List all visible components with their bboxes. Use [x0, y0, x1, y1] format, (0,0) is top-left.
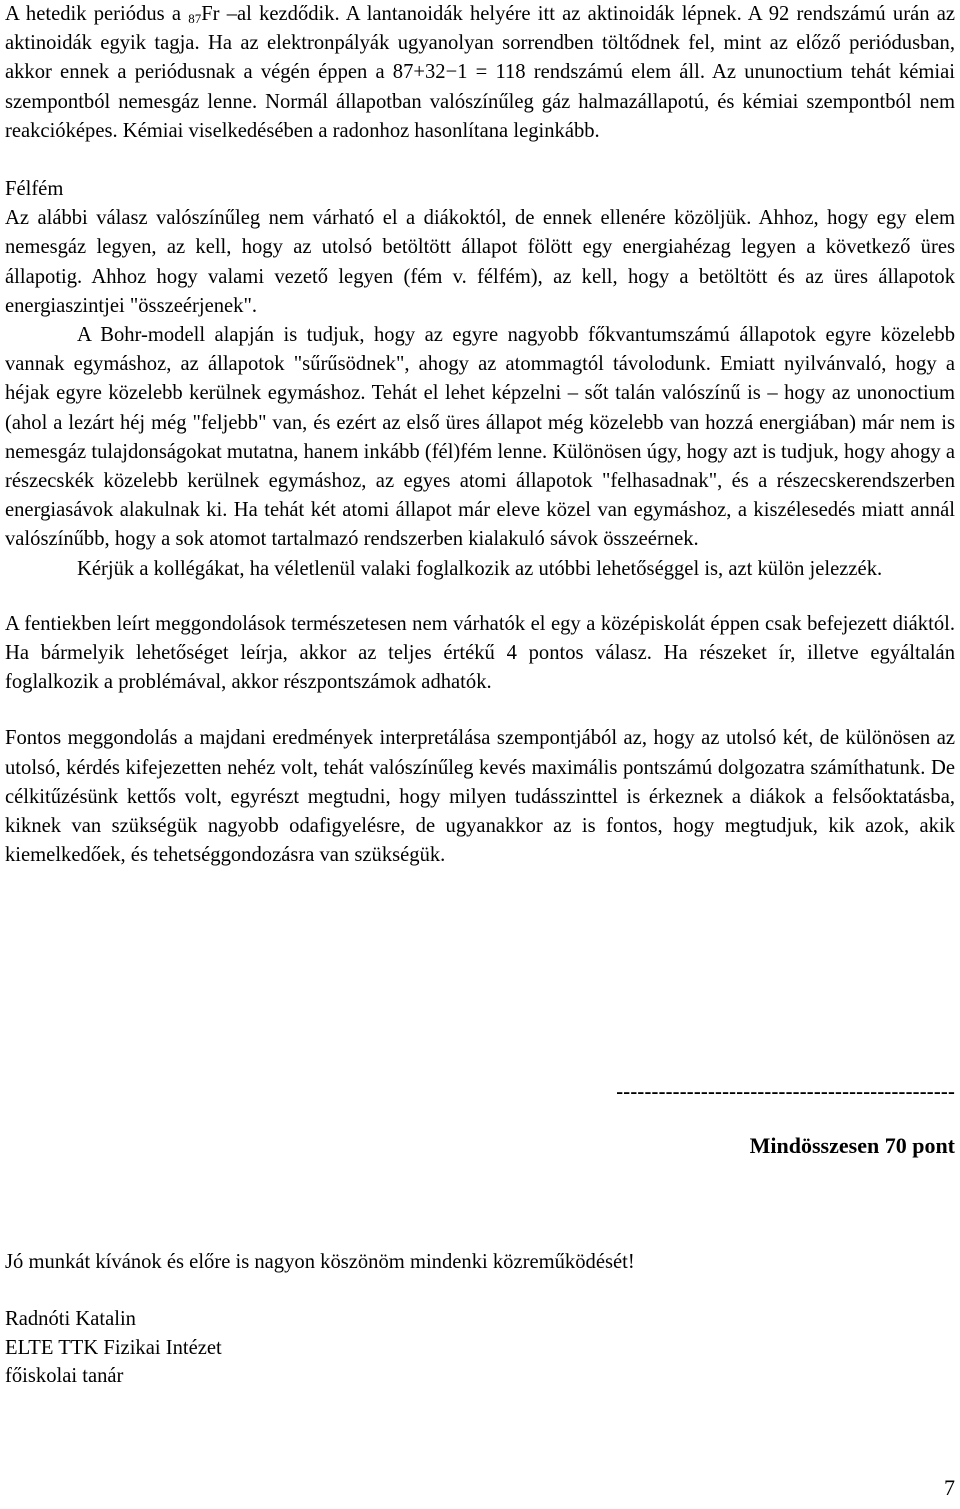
signature-title: főiskolai tanár [5, 1365, 124, 1388]
paragraph-text: A hetedik periódus a [5, 3, 189, 25]
paragraph-scoring: A fentiekben leírt meggondolások természetesen nem várhatók el egy a középiskolát éppen csak befejezett diáktól. Ha bármelyik lehetőséget leírja, akkor az teljes értékű 4 pontos válasz. Ha részeket ír, illetve egyáltalán foglalkozik a problémával, akkor részpontszámok adhatók. [5, 612, 955, 694]
separator-dashes: ------------------------------------------------ [616, 1081, 955, 1103]
document-body [5, 0, 955, 870]
signature-block [5, 1305, 222, 1391]
signature-name: Radnóti Katalin [5, 1308, 136, 1330]
subscript-mass-number: 87 [188, 11, 202, 26]
signature-institution: ELTE TTK Fizikai Intézet [5, 1336, 222, 1359]
page-number: 7 [944, 1475, 955, 1500]
heading-felfem: Félfém [5, 178, 64, 201]
paragraph-felfem-intro: Az alábbi válasz valószínűleg nem várható el a diákoktól, de ennek ellenére közöljük. Ahhoz, hogy egy elem nemesgáz legyen, az kell, hogy az utolsó betöltött állapot fölött egy energiahézag legyen a következő üres állapotig. Ahhoz hogy valami vezető legyen (fém v. félfém), az kell, hogy a betöltött és az üres állapotok energiaszintjei "összeérjenek". [5, 207, 955, 317]
paragraph-seventh-period [5, 0, 955, 146]
closing-line: Jó munkát kívánok és előre is nagyon köszönöm mindenki közreműködését! [5, 1251, 635, 1273]
paragraph-text: Fr –al kezdődik. A lantanoidák helyére itt az aktinoidák lépnek. A 92 rendszámú urán az aktinoidák egyik tagja. Ha az elektronpályák ugyanolyan sorrendben töltődnek fel, mint az előző periódusban, akkor ennek a periódusnak a végén éppen a 87+32−1 = 118 rendszámú elem áll. Az ununoctium tehát kémiai szempontból nemesgáz lenne. Normál állapotban valószínűleg gáz halmazállapotú, és kémiai szempontból nem reakcióképes. Kémiai viselkedésében a radonhoz hasonlítana leginkább. [5, 3, 955, 142]
paragraph-bohr-model: A Bohr-modell alapján is tudjuk, hogy az egyre nagyobb főkvantumszámú állapotok egyre közelebb vannak egymáshoz, az állapotok "sűrűsödnek", ahogy az atommagtól távolodunk. Emiatt nyilvánvaló, hogy a héjak egyre közelebb kerülnek egymáshoz. Tehát el lehet képzelni – sőt talán valószínű is – hogy az unonoctium (ahol a lezárt héj még "feljebb" van, és ezért az első üres állapot még közelebb van hozzá energiában) már nem is nemesgáz tulajdonságokat mutatna, hanem inkább (fél)fém lenne. Különösen úgy, hogy azt is tudjuk, hogy ahogy a részecskék közelebb kerülnek egymáshoz, az egyes atomi állapotok "felhasadnak", és a részecskerendszerben energiasávok alakulnak ki. Ha tehát két atomi állapot már eleve közel van egymáshoz, a kiszélesedés miatt annál valószínűbb, hogy a sok atomot tartalmazó rendszerben kialakuló sávok összeérnek. [5, 324, 955, 551]
total-points: Mindösszesen 70 pont [749, 1133, 955, 1158]
paragraph-interpretation: Fontos meggondolás a majdani eredmények interpretálása szempontjából az, hogy az utolsó két, de különösen az utolsó, kérdés kifejezetten nehéz volt, tehát valószínűleg kevés maximális pontszámú dolgozatra számíthatunk. De célkitűzésünk kettős volt, egyrészt megtudni, hogy milyen tudásszinttel is érkeznek a diákok a felsőoktatásba, kiknek van szükségük nagyobb odafigyelésre, de ugyanakkor az is fontos, hogy megtudjuk, kik azok, akik kiemelkedőek, és tehetséggondozásra van szükségük. [5, 727, 955, 867]
paragraph-colleagues-request: Kérjük a kollégákat, ha véletlenül valaki foglalkozik az utóbbi lehetőséggel is, azt külön jelezzék. [77, 557, 883, 580]
